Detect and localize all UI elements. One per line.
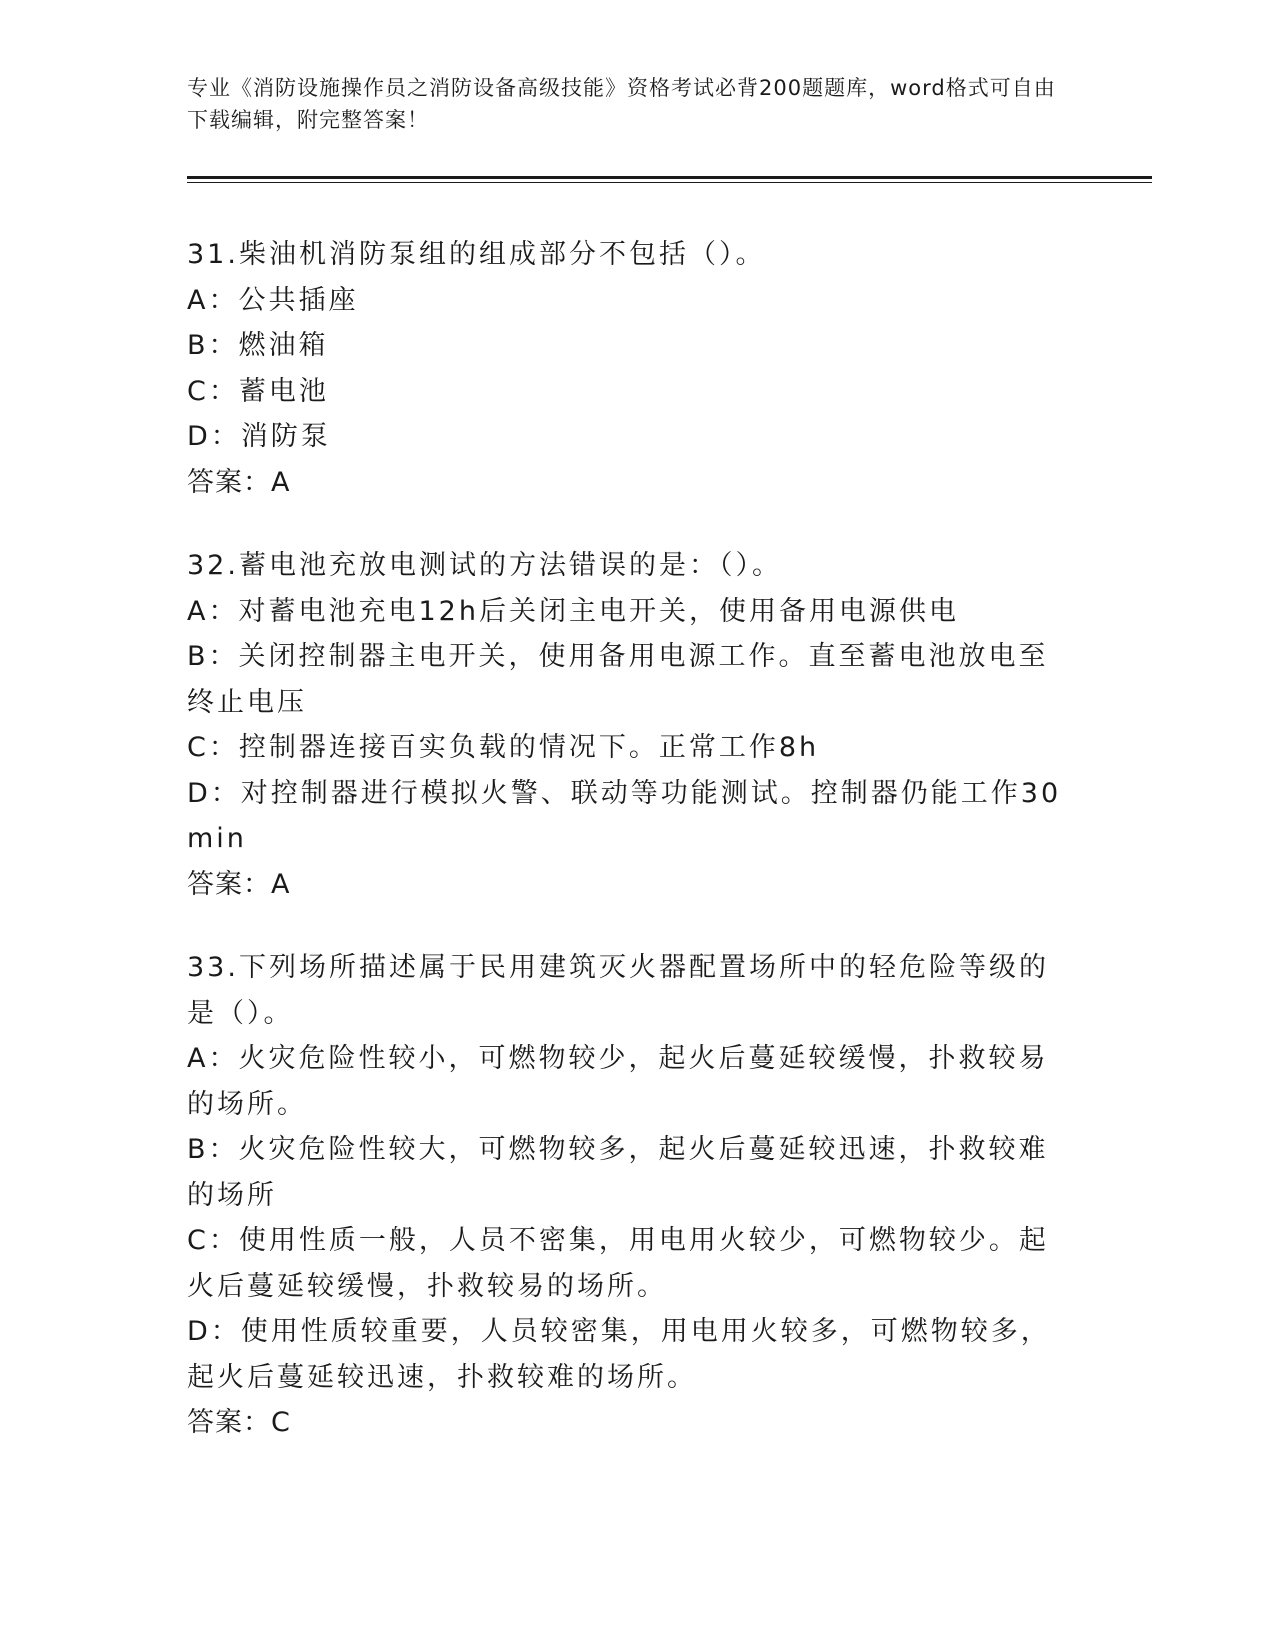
option-c: C：使用性质一般，人员不密集，用电用火较少，可燃物较少。起火后蔓延较缓慢，扑救较易的场所。	[187, 1225, 1049, 1302]
question-32	[187, 543, 1067, 907]
answer-line: 答案：C	[187, 1407, 291, 1438]
question-33	[187, 945, 1067, 1446]
question-stem: 33.下列场所描述属于民用建筑灭火器配置场所中的轻危险等级的是（）。	[187, 952, 1049, 1029]
question-stem: 32.蓄电池充放电测试的方法错误的是：（）。	[187, 550, 782, 581]
option-c: C：控制器连接百实负载的情况下。正常工作8h	[187, 732, 820, 763]
option-b: B：燃油箱	[187, 330, 329, 361]
option-d: D：消防泵	[187, 421, 331, 452]
option-a: A：对蓄电池充电12h后关闭主电开关，使用备用电源供电	[187, 595, 959, 627]
question-31	[187, 232, 1067, 505]
document-header: 专业《消防设施操作员之消防设备高级技能》资格考试必背200题题库，word格式可自由下载编辑，附完整答案！	[187, 76, 1056, 132]
option-b: B：火灾危险性较大，可燃物较多，起火后蔓延较迅速，扑救较难的场所	[187, 1134, 1049, 1211]
option-a: A：公共插座	[187, 284, 359, 316]
option-d: D：对控制器进行模拟火警、联动等功能测试。控制器仍能工作30min	[187, 777, 1062, 854]
header-divider-thick	[187, 176, 1152, 179]
answer-line: 答案：A	[187, 466, 291, 498]
question-list	[187, 232, 1067, 1484]
header-divider-thin	[187, 182, 1152, 183]
option-c: C：蓄电池	[187, 375, 329, 407]
option-b: B：关闭控制器主电开关，使用备用电源工作。直至蓄电池放电至终止电压	[187, 641, 1049, 718]
option-a: A：火灾危险性较小，可燃物较少，起火后蔓延较缓慢，扑救较易的场所。	[187, 1043, 1049, 1120]
question-stem: 31.柴油机消防泵组的组成部分不包括（）。	[187, 239, 766, 270]
answer-line: 答案：A	[187, 868, 291, 900]
option-d: D：使用性质较重要，人员较密集，用电用火较多，可燃物较多，起火后蔓延较迅速，扑救较难的场所。	[187, 1316, 1051, 1393]
